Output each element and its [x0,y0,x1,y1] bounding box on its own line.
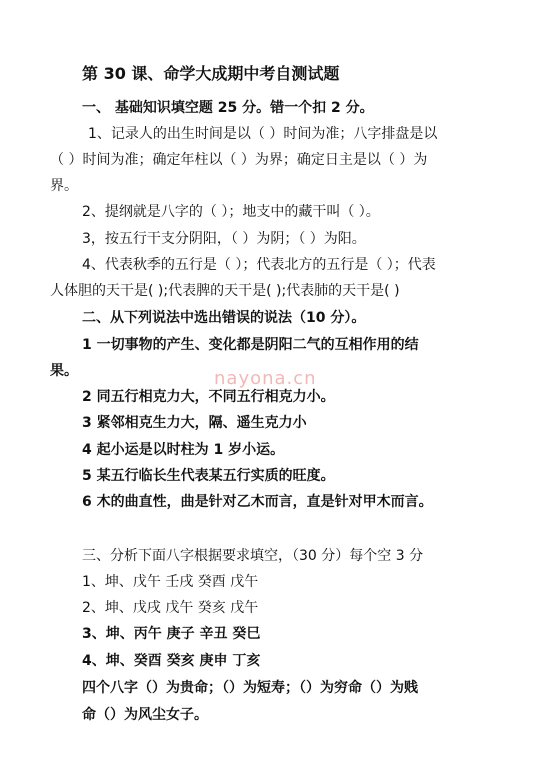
q2: 2、提纲就是八字的（ ）；地支中的藏干叫（ ）。 [82,204,380,220]
bazi-chart-4: 4、坤、癸酉 癸亥 庚申 丁亥 [82,653,261,669]
q3: 3，按五行干支分阴阳，（ ）为阴；（ ）为阳。 [82,231,366,247]
statement-4: 4 起小运是以时柱为 1 岁小运。 [82,442,285,458]
statement-2: 2 同五行相克力大，不同五行相克力小。 [82,389,335,405]
section3-question-line2: 命（）为风尘女子。 [82,707,208,723]
q1-line2: （ ）时间为准；确定年柱以（ ）为界；确定日主是以（ ）为 [50,152,428,168]
statement-1-cont: 果。 [50,363,78,379]
bazi-chart-1: 1、坤、戊午 壬戌 癸酉 戊午 [82,574,259,590]
q1-line3: 界。 [50,178,78,194]
section1-heading: 一、 基础知识填空题 25 分。错一个扣 2 分。 [82,100,374,116]
q4-line1: 4、代表秋季的五行是（ ）；代表北方的五行是（ ）；代表 [82,257,436,273]
statement-3: 3 紧邻相克生力大，隔、遥生克力小 [82,415,307,431]
bazi-chart-2: 2、坤、戊戌 戊午 癸亥 戊午 [82,600,259,616]
section3-heading: 三、分析下面八字根据要求填空，（30 分）每个空 3 分 [82,548,424,564]
section3-question-line1: 四个八字（）为贵命；（）为短寿；（）为穷命（）为贱 [82,680,418,696]
statement-1: 1 一切事物的产生、变化都是阴阳二气的互相作用的结 [82,337,419,353]
watermark-text: nayona.cn [214,368,317,389]
statement-5: 5 某五行临长生代表某五行实质的旺度。 [82,468,335,484]
section2-heading: 二、从下列说法中选出错误的说法（10 分）。 [82,310,366,326]
document-title: 第 30 课、命学大成期中考自测试题 [82,64,340,83]
q4-line2: 人体胆的天干是( );代表脾的天干是( );代表肺的天干是( ) [50,283,400,299]
q1-line1: 1、记录人的出生时间是以（ ）时间为准；八字排盘是以 [88,126,438,142]
bazi-chart-3: 3、坤、丙午 庚子 辛丑 癸巳 [82,626,261,642]
statement-6: 6 木的曲直性，曲是针对乙木而言，直是针对甲木而言。 [82,494,433,510]
